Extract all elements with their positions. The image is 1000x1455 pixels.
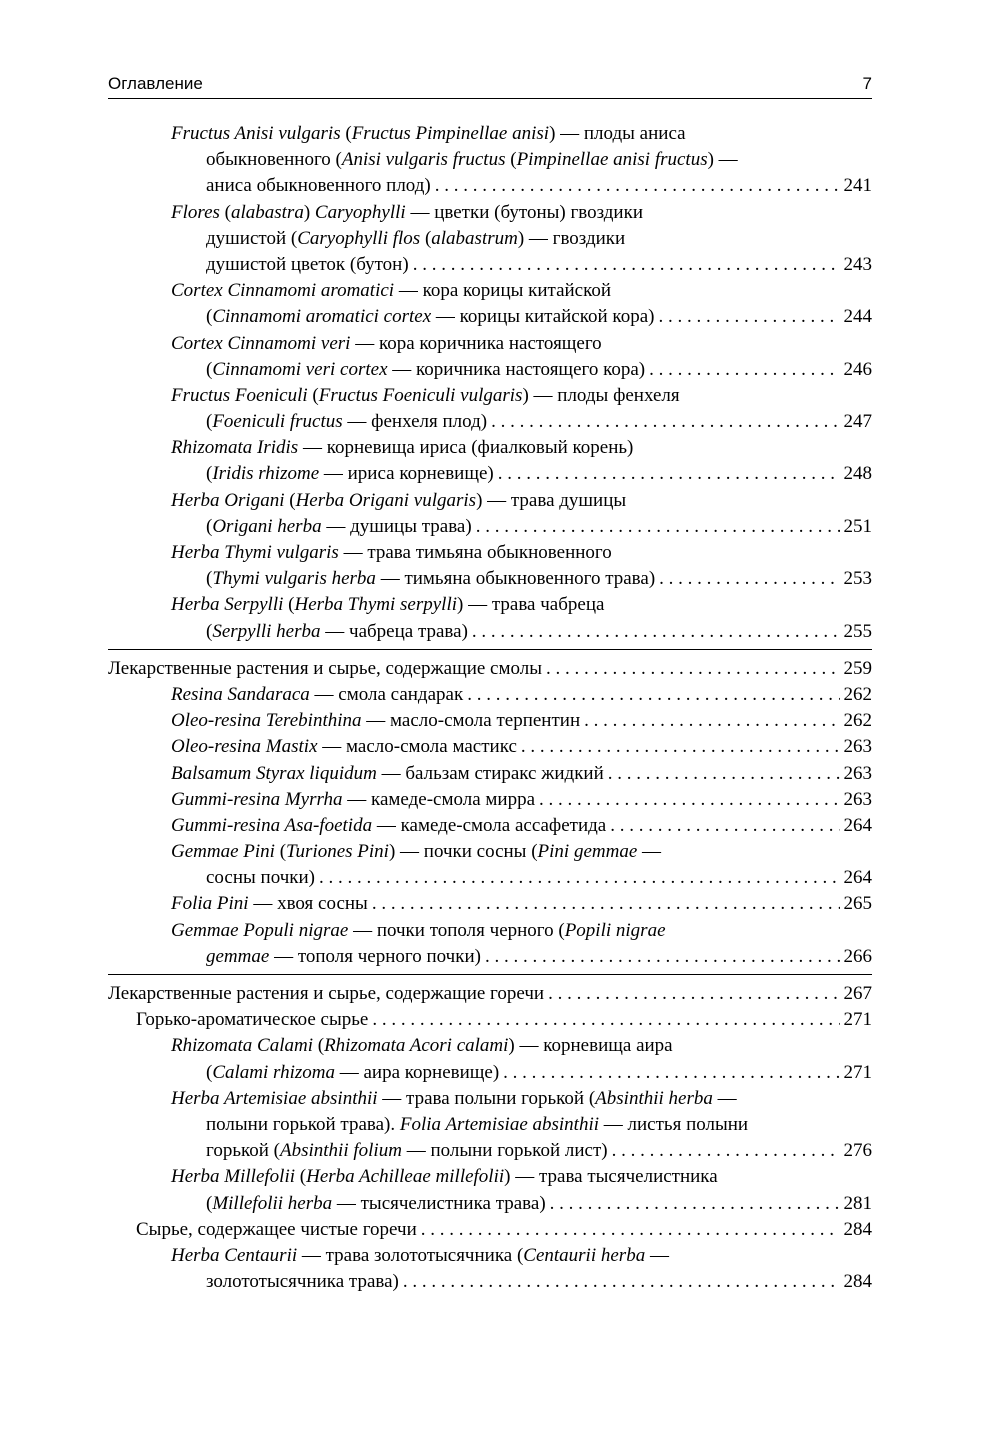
toc-page-number: 251 <box>843 515 872 537</box>
latin-name: Oleo-resina Mastix <box>171 736 318 758</box>
entry-text: — фенхеля плод) <box>342 411 488 433</box>
latin-name: Gummi-resina Myrrha <box>171 788 343 810</box>
toc-page-number: 246 <box>843 358 872 380</box>
toc-entry-line[interactable] <box>108 981 872 1007</box>
entry-text: — <box>712 1087 737 1109</box>
latin-name: Herba Origani vulgaris <box>295 489 477 511</box>
toc-entry-line[interactable] <box>108 1060 872 1086</box>
entry-text: — смола сандарак <box>309 683 464 705</box>
dot-leader <box>604 761 840 787</box>
dot-leader <box>544 981 839 1007</box>
table-of-contents <box>108 121 872 1295</box>
latin-name: Cinnamomi aromatici cortex <box>212 306 432 328</box>
latin-name: alabastrum <box>431 227 518 249</box>
entry-text: душистой цветок (бутон) <box>206 253 409 275</box>
toc-entry-text <box>171 121 686 147</box>
toc-entry-text <box>171 1086 737 1112</box>
toc-entry-text <box>171 813 606 839</box>
dot-leader <box>417 1217 840 1243</box>
toc-entry-text <box>171 682 463 708</box>
entry-text: — аира корневище) <box>334 1061 500 1083</box>
toc-entry-text <box>206 252 409 278</box>
entry-text: — трава тимьяна обыкновенного <box>338 542 612 563</box>
latin-name: Pini gemmae <box>537 841 638 863</box>
toc-page-number: 262 <box>843 683 872 705</box>
latin-name: Caryophylli flos <box>297 227 421 249</box>
toc-entry-text <box>206 1112 748 1138</box>
toc-page-number: 281 <box>843 1192 872 1214</box>
toc-page-number: 263 <box>843 788 872 810</box>
latin-name: Serpylli herba <box>212 620 321 642</box>
toc-entry-line[interactable] <box>108 761 872 787</box>
dot-leader <box>608 1138 840 1164</box>
page-number: 7 <box>862 74 872 93</box>
toc-entry-line[interactable] <box>108 566 872 592</box>
toc-entry-continuation <box>108 226 872 252</box>
toc-entry-continuation <box>108 540 872 566</box>
latin-name: Herba Thymi vulgaris <box>171 542 339 563</box>
toc-page-number: 241 <box>843 175 872 197</box>
latin-name: Foeniculi fructus <box>212 411 343 433</box>
latin-name: Herba Centaurii <box>171 1244 298 1266</box>
latin-name: Gemmae Populi nigrae <box>171 919 349 941</box>
section-title: Оглавление <box>108 74 203 93</box>
toc-page-number: 265 <box>843 893 872 915</box>
entry-text: — коричника настоящего кора) <box>387 358 646 380</box>
entry-text: ( <box>274 841 287 863</box>
toc-entry-text <box>206 865 315 891</box>
toc-page-number: 271 <box>843 1009 872 1031</box>
toc-page-number: 276 <box>843 1140 872 1162</box>
entry-text: ) — <box>707 149 738 171</box>
latin-name: Herba Millefolii <box>171 1166 296 1188</box>
entry-text: душистой ( <box>206 227 298 249</box>
toc-entry-line[interactable] <box>108 656 872 682</box>
entry-text: ) — почки сосны ( <box>388 841 538 863</box>
toc-entry-text <box>171 592 604 618</box>
dot-leader <box>472 514 840 540</box>
toc-entry-text <box>206 357 645 383</box>
entry-text: аниса обыкновенного плод) <box>206 175 431 197</box>
entry-text: — полыни горькой лист) <box>401 1140 608 1162</box>
toc-page-number: 263 <box>843 736 872 758</box>
toc-entry-text <box>171 435 633 461</box>
toc-entry-line[interactable] <box>108 1217 872 1243</box>
entry-text: — хвоя сосны <box>248 893 368 915</box>
latin-name: Millefolii herba <box>212 1192 333 1214</box>
toc-entry-continuation <box>108 1033 872 1059</box>
toc-entry-text <box>171 839 661 865</box>
toc-entry-text <box>136 1217 417 1243</box>
latin-name: Caryophylli <box>314 201 406 223</box>
entry-text: Лекарственные растения и сырье, содержащие смолы <box>108 657 543 679</box>
toc-entry-line[interactable] <box>108 173 872 199</box>
toc-entry-text <box>171 918 666 944</box>
toc-entry-continuation <box>108 331 872 357</box>
entry-text: ) — плоды аниса <box>549 123 686 144</box>
toc-entry-text <box>206 1191 546 1217</box>
toc-entry-text <box>108 981 544 1007</box>
dot-leader <box>535 787 839 813</box>
toc-entry-line[interactable] <box>108 461 872 487</box>
toc-entry-text <box>171 891 368 917</box>
toc-entry-text <box>171 488 626 514</box>
entry-text: ) — корневища аира <box>508 1035 673 1057</box>
toc-entry-continuation <box>108 383 872 409</box>
toc-entry-continuation <box>108 435 872 461</box>
toc-entry-text <box>171 383 680 409</box>
entry-text: ( <box>505 149 517 171</box>
entry-text: — кора коричника настоящего <box>350 332 602 354</box>
entry-text: — корневища ириса (фиалковый корень) <box>298 437 634 459</box>
toc-entry-line[interactable] <box>108 708 872 734</box>
entry-text: Лекарственные растения и сырье, содержащие горечи <box>108 983 545 1004</box>
toc-entry-text <box>206 566 655 592</box>
toc-entry-text <box>171 1164 718 1190</box>
latin-name: Cortex Cinnamomi veri <box>171 332 351 354</box>
latin-name: Fructus Foeniculi vulgaris <box>318 384 523 406</box>
toc-entry-line[interactable] <box>108 514 872 540</box>
latin-name: Cortex Cinnamomi aromatici <box>171 280 395 302</box>
latin-name: Flores <box>171 201 220 223</box>
toc-entry-line[interactable] <box>108 813 872 839</box>
entry-text: ( <box>206 515 213 537</box>
entry-text: горькой ( <box>206 1140 280 1162</box>
toc-entry-text <box>206 1138 608 1164</box>
toc-page-number: 253 <box>843 568 872 590</box>
toc-entry-text <box>206 147 738 173</box>
toc-entry-text <box>171 278 611 304</box>
toc-page-number: 259 <box>843 657 872 679</box>
entry-text: ( <box>307 384 319 406</box>
entry-text: ( <box>206 620 213 642</box>
toc-entry-line[interactable] <box>108 891 872 917</box>
toc-entry-line[interactable] <box>108 409 872 435</box>
entry-text: Сырье, содержащее чистые горечи <box>136 1218 417 1240</box>
toc-entry-text <box>206 1269 399 1295</box>
entry-text: — душицы трава) <box>321 515 472 537</box>
entry-text: ) — плоды фенхеля <box>522 384 680 406</box>
dot-leader <box>542 656 839 682</box>
toc-entry-text <box>171 331 602 357</box>
latin-name: Gummi-resina Asa-foetida <box>171 814 373 836</box>
dot-leader <box>654 304 839 330</box>
toc-entry-line[interactable] <box>108 1269 872 1295</box>
entry-text: — тимьяна обыкновенного трава) <box>375 568 656 590</box>
latin-name: Rhizomata Calami <box>171 1035 313 1057</box>
dot-leader <box>409 252 840 278</box>
entry-text: — <box>645 1244 669 1266</box>
entry-text: ( <box>206 463 213 485</box>
latin-name: Oleo-resina Terebinthina <box>171 710 362 732</box>
toc-page-number: 284 <box>843 1218 872 1240</box>
latin-name: Anisi vulgaris fructus <box>341 149 506 171</box>
latin-name: Centaurii herba <box>523 1244 646 1266</box>
entry-text: — масло-смола мастикс <box>317 736 517 758</box>
latin-name: Rhizomata Iridis <box>171 437 299 459</box>
dot-leader <box>580 708 839 734</box>
toc-entry-continuation <box>108 1164 872 1190</box>
entry-text: ) — гвоздики <box>517 227 626 249</box>
toc-entry-text <box>108 656 542 682</box>
toc-entry-line[interactable] <box>108 1191 872 1217</box>
toc-entry-text <box>171 200 643 226</box>
toc-page-number: 264 <box>843 814 872 836</box>
entry-text: ) — трава чабреца <box>457 594 605 616</box>
entry-text: ( <box>420 227 432 249</box>
latin-name: gemmae <box>206 945 270 967</box>
entry-text: ) — трава тысячелистника <box>504 1166 718 1188</box>
entry-text: ( <box>206 358 213 380</box>
entry-text: — тополя черного почки) <box>269 945 481 967</box>
dot-leader <box>431 173 840 199</box>
latin-name: Folia Pini <box>171 893 249 915</box>
toc-page-number: 267 <box>843 983 872 1004</box>
entry-text: ) — трава душицы <box>476 489 627 511</box>
latin-name: Rhizomata Acori calami <box>324 1035 509 1057</box>
latin-name: Origani herba <box>212 515 322 537</box>
entry-text: сосны почки) <box>206 867 315 889</box>
toc-entry-continuation <box>108 1243 872 1269</box>
toc-entry-continuation <box>108 147 872 173</box>
entry-text: — трава полыни горькой ( <box>377 1087 596 1109</box>
entry-text: — тысячелистника трава) <box>332 1192 546 1214</box>
latin-name: Fructus Foeniculi <box>171 384 308 406</box>
entry-text: — масло-смола терпентин <box>361 710 581 732</box>
entry-text: — кора корицы китайской <box>394 280 612 302</box>
toc-entry-text <box>136 1007 368 1033</box>
latin-name: Balsamum Styrax liquidum <box>171 762 377 784</box>
entry-text: обыкновенного ( <box>206 149 342 171</box>
entry-text: — <box>637 841 662 863</box>
latin-name: Gemmae Pini <box>171 841 275 863</box>
dot-leader <box>494 461 840 487</box>
entry-text: ( <box>206 306 213 328</box>
entry-text: ) <box>303 201 315 223</box>
entry-text: — корицы китайской кора) <box>431 306 655 328</box>
toc-page-number: 244 <box>843 306 872 328</box>
toc-entry-line[interactable] <box>108 357 872 383</box>
toc-entry-continuation <box>108 592 872 618</box>
toc-page-number: 262 <box>843 710 872 732</box>
toc-entry-line[interactable] <box>108 1138 872 1164</box>
entry-text: — листья полыни <box>599 1113 749 1135</box>
entry-text: — ириса корневище) <box>319 463 494 485</box>
toc-entry-line[interactable] <box>108 1007 872 1033</box>
entry-text: — почки тополя черного ( <box>348 919 565 941</box>
section-separator <box>108 974 872 981</box>
entry-text: Горько-ароматическое сырье <box>136 1009 369 1031</box>
dot-leader <box>399 1269 840 1295</box>
toc-entry-text <box>206 461 494 487</box>
dot-leader <box>481 944 840 970</box>
toc-page-number: 264 <box>843 867 872 889</box>
latin-name: Cinnamomi veri cortex <box>212 358 388 380</box>
entry-text: ( <box>340 123 352 144</box>
toc-entry-line[interactable] <box>108 787 872 813</box>
latin-name: Herba Thymi serpylli <box>294 594 458 616</box>
section-separator <box>108 649 872 656</box>
entry-text: ( <box>206 411 213 433</box>
latin-name: Iridis rhizome <box>212 463 320 485</box>
toc-entry-text <box>171 761 604 787</box>
entry-text: ( <box>284 489 296 511</box>
toc-entry-continuation <box>108 121 872 147</box>
entry-text: ( <box>312 1035 325 1057</box>
toc-page-number: 271 <box>843 1061 872 1083</box>
latin-name: Popili nigrae <box>564 919 666 941</box>
dot-leader <box>315 865 840 891</box>
entry-text: — чабреца трава) <box>320 620 468 642</box>
toc-entry-text <box>171 708 580 734</box>
dot-leader <box>546 1191 840 1217</box>
toc-entry-continuation <box>108 488 872 514</box>
dot-leader <box>517 734 840 760</box>
entry-text: ( <box>206 1061 213 1083</box>
toc-entry-continuation <box>108 200 872 226</box>
toc-entry-line[interactable] <box>108 619 872 645</box>
toc-page-number: 266 <box>843 945 872 967</box>
toc-entry-continuation <box>108 278 872 304</box>
entry-text: золототысячника трава) <box>206 1271 399 1293</box>
latin-name: Absinthii folium <box>280 1140 402 1162</box>
entry-text: ( <box>219 201 231 223</box>
entry-text: ( <box>206 568 213 590</box>
entry-text: — цветки (бутоны) гвоздики <box>405 201 643 223</box>
toc-entry-continuation <box>108 918 872 944</box>
latin-name: Resina Sandaraca <box>171 683 310 705</box>
latin-name: Herba Serpylli <box>171 594 284 616</box>
toc-entry-text <box>206 1060 499 1086</box>
entry-text: — камеде-смола ассафетида <box>372 814 607 836</box>
toc-entry-text <box>171 734 517 760</box>
toc-page-number: 263 <box>843 762 872 784</box>
entry-text: — трава золототысячника ( <box>297 1244 524 1266</box>
latin-name: Herba Origani <box>171 489 285 511</box>
toc-entry-line[interactable] <box>108 252 872 278</box>
latin-name: Thymi vulgaris herba <box>212 568 376 590</box>
entry-text: — камеде-смола мирра <box>342 788 536 810</box>
dot-leader <box>468 619 840 645</box>
toc-entry-text <box>171 1033 673 1059</box>
dot-leader <box>487 409 839 435</box>
toc-page-number: 247 <box>843 411 872 433</box>
toc-entry-text <box>206 944 481 970</box>
toc-entry-text <box>206 173 431 199</box>
latin-name: Calami rhizoma <box>212 1061 335 1083</box>
latin-name: Folia Artemisiae absinthii <box>399 1113 600 1135</box>
dot-leader <box>368 1007 839 1033</box>
toc-entry-line[interactable] <box>108 865 872 891</box>
toc-page-number: 248 <box>843 463 872 485</box>
toc-entry-line[interactable] <box>108 944 872 970</box>
toc-entry-text <box>206 619 468 645</box>
latin-name: Herba Achilleae millefolii <box>306 1166 505 1188</box>
dot-leader <box>463 682 839 708</box>
entry-text: ( <box>206 1192 213 1214</box>
toc-page-number: 255 <box>843 620 872 642</box>
dot-leader <box>499 1060 839 1086</box>
toc-entry-text <box>206 304 654 330</box>
entry-text: ( <box>295 1166 307 1188</box>
toc-entry-text <box>206 409 487 435</box>
dot-leader <box>645 357 839 383</box>
toc-entry-continuation <box>108 1112 872 1138</box>
latin-name: Pimpinellae anisi fructus <box>516 149 708 171</box>
dot-leader <box>368 891 840 917</box>
latin-name: Fructus Pimpinellae anisi <box>351 123 550 144</box>
toc-entry-text <box>171 540 612 566</box>
latin-name: Fructus Anisi vulgaris <box>171 123 341 144</box>
toc-entry-continuation <box>108 839 872 865</box>
dot-leader <box>655 566 839 592</box>
entry-text: ( <box>283 594 295 616</box>
toc-entry-continuation <box>108 1086 872 1112</box>
dot-leader <box>606 813 839 839</box>
latin-name: Absinthii herba <box>595 1087 713 1109</box>
toc-entry-text <box>206 514 472 540</box>
entry-text: — бальзам стиракс жидкий <box>376 762 604 784</box>
entry-text: полыни горькой трава). <box>206 1113 400 1135</box>
toc-entry-text <box>171 787 535 813</box>
latin-name: Turiones Pini <box>286 841 389 863</box>
toc-entry-text <box>171 1243 669 1269</box>
toc-entry-line[interactable] <box>108 734 872 760</box>
toc-page-number: 243 <box>843 253 872 275</box>
toc-entry-line[interactable] <box>108 304 872 330</box>
running-head <box>108 70 872 99</box>
toc-page-number: 284 <box>843 1271 872 1293</box>
latin-name: alabastra <box>230 201 304 223</box>
toc-entry-line[interactable] <box>108 682 872 708</box>
latin-name: Herba Artemisiae absinthii <box>171 1087 378 1109</box>
toc-entry-text <box>206 226 625 252</box>
